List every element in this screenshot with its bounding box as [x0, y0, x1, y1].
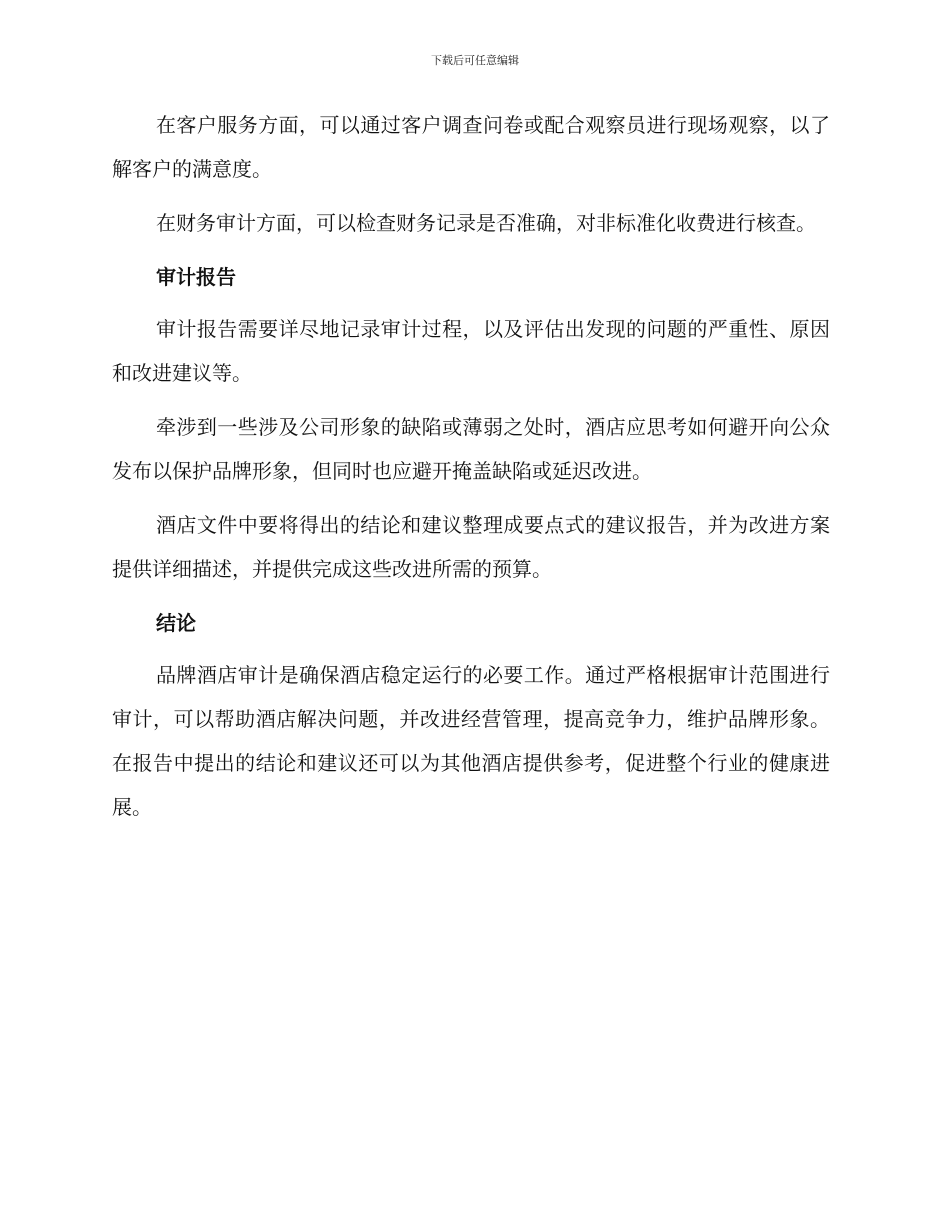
- section-heading-audit-report: 审计报告: [156, 265, 236, 289]
- paragraph-financial-audit: 在财务审计方面，可以检查财务记录是否准确，对非标准化收费进行核查。: [156, 211, 816, 235]
- paragraph-recommendation-report: 酒店文件中要将得出的结论和建议整理成要点式的建议报告，并为改进方案提供详细描述，并提供完成这些改进所需的预算。: [112, 513, 830, 581]
- paragraph-brand-image: 牵涉到一些涉及公司形象的缺陷或薄弱之处时，酒店应思考如何避开向公众发布以保护品牌形象，但同时也应避开掩盖缺陷或延迟改进。: [112, 415, 830, 483]
- paragraph-customer-service: 在客户服务方面，可以通过客户调查问卷或配合观察员进行现场观察，以了解客户的满意度。: [112, 113, 830, 181]
- document-body: [112, 103, 830, 839]
- section-heading-conclusion: 结论: [156, 611, 196, 635]
- paragraph-report-requirements: 审计报告需要详尽地记录审计过程，以及评估出发现的问题的严重性、原因和改进建议等。: [112, 317, 830, 385]
- paragraph-conclusion: 品牌酒店审计是确保酒店稳定运行的必要工作。通过严格根据审计范围进行审计，可以帮助酒店解决问题，并改进经营管理，提高竞争力，维护品牌形象。在报告中提出的结论和建议还可以为其他酒店提供参考，促进整个行业的健康进展。: [112, 663, 830, 819]
- page-header: 下载后可任意编辑: [431, 54, 519, 67]
